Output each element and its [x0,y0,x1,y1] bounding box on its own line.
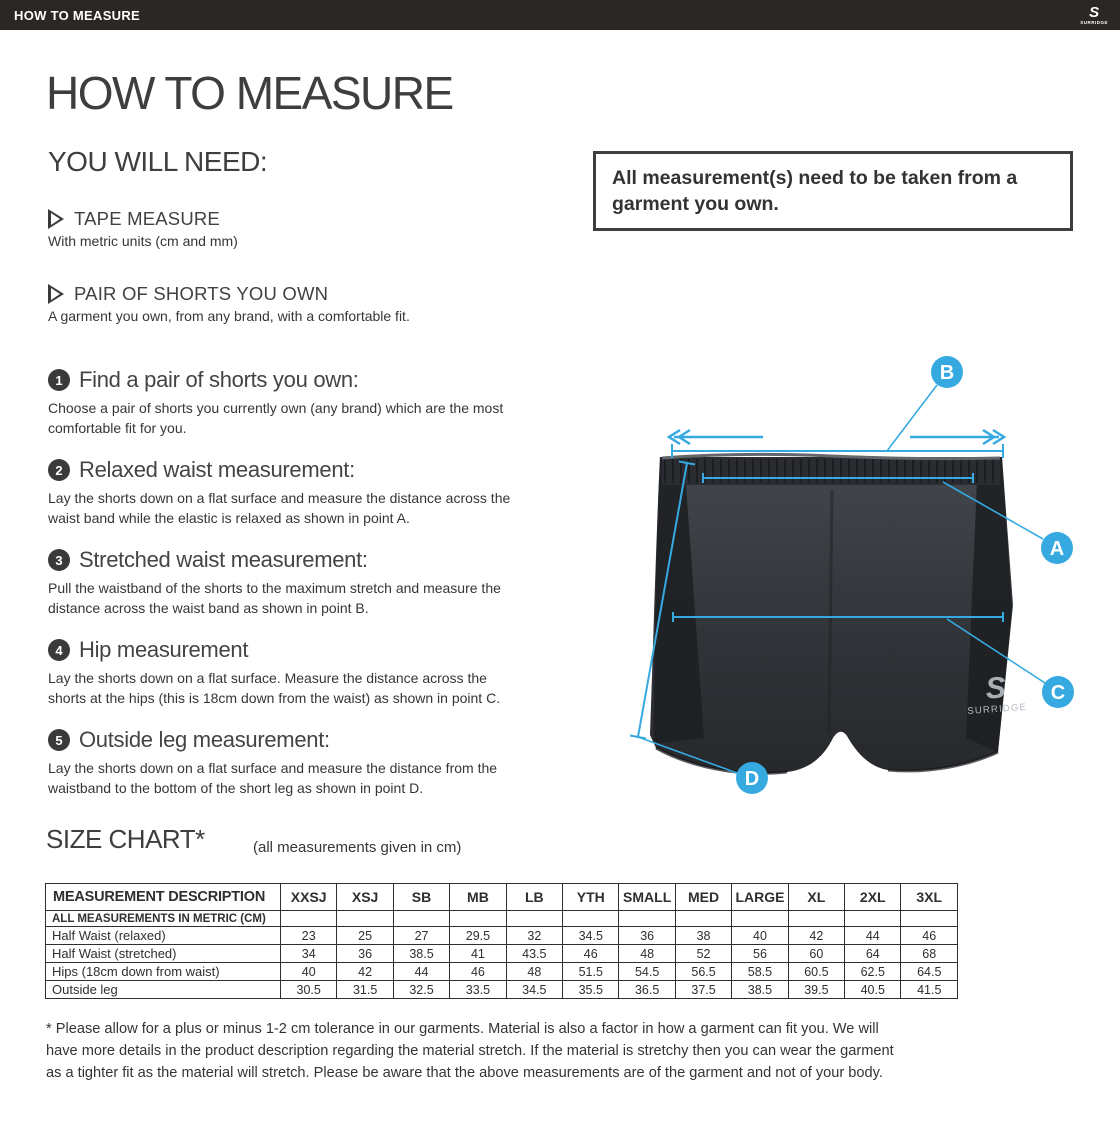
table-row [46,927,958,945]
cell: 39.5 [788,981,844,999]
header-cell: SB [393,884,449,911]
page-title: HOW TO MEASURE [46,67,453,119]
header-cell: YTH [563,884,619,911]
cell: 29.5 [450,927,506,945]
cell [788,911,844,927]
cell [393,911,449,927]
cell [901,911,958,927]
cell [732,911,788,927]
header-cell: LARGE [732,884,788,911]
cell: 35.5 [563,981,619,999]
cell: 56 [732,945,788,963]
cell: 56.5 [675,963,731,981]
cell: 42 [788,927,844,945]
badge-letter-a: A [1049,538,1065,560]
callout-box: All measurement(s) need to be taken from a garment you own. [593,151,1073,231]
step-title: Stretched waist measurement: [79,547,368,572]
table-row [46,981,958,999]
step-description: Lay the shorts down on a flat surface and measure the distance from the waistband to the bottom of the short leg as shown in point D. [48,760,498,796]
header-cell: MED [675,884,731,911]
cell: 51.5 [563,963,619,981]
point-badge-a [1041,532,1073,564]
step-title: Hip measurement [79,637,249,662]
cell: 60 [788,945,844,963]
step-number-badge: 5 [48,729,70,751]
step-description: Lay the shorts down on a flat surface and measure the distance across the waist band while the elastic is relaxed as shown in point A. [48,490,511,526]
cell: 27 [393,927,449,945]
step-1 [48,367,520,438]
cell: 44 [393,963,449,981]
badge-letter-d: D [744,768,760,790]
garment-emblem-icon: S [984,671,1007,706]
step-description: Pull the waistband of the shorts to the maximum stretch and measure the distance across the waist band as shown in point B. [48,580,501,616]
step-4 [48,637,520,708]
size-chart-subheading: (all measurements given in cm) [253,839,462,856]
size-chart-heading: SIZE CHART* [46,824,205,854]
top-bar-title: HOW TO MEASURE [14,7,141,23]
cell [563,911,619,927]
need-item-subtitle: A garment you own, from any brand, with a comfortable fit. [48,308,410,324]
table-row [46,945,958,963]
cell: 33.5 [450,981,506,999]
cell: 40.5 [845,981,901,999]
cell: 48 [506,963,562,981]
row-label: Half Waist (stretched) [46,945,281,963]
surridge-wordmark: SURRIDGE [1080,19,1108,25]
cell: 34 [281,945,337,963]
cell: 68 [901,945,958,963]
cell: 41 [450,945,506,963]
tolerance-footnote: * Please allow for a plus or minus 1-2 cm tolerance in our garments. Material is also a factor in how a garment can fit you. We will have more details in the product description regarding the material stretch. If the material is stretchy then you can wear the garment as a tighter fit as the material will stretch. Please be aware that the above measurements are of the garment and not of your body. [46,1021,894,1081]
step-title: Relaxed waist measurement: [79,457,355,482]
step-title: Outside leg measurement: [79,727,330,752]
point-badge-d [736,762,768,794]
cell: 38 [675,927,731,945]
metric-note-row [46,911,958,927]
cell: 64 [845,945,901,963]
point-badge-b [931,356,963,388]
cell: 30.5 [281,981,337,999]
shorts-diagram-svg [620,340,1110,805]
you-will-need-heading: YOU WILL NEED: [48,146,268,177]
header-cell: 2XL [845,884,901,911]
cell [337,911,393,927]
need-item-tape-measure [48,208,238,249]
cell: 54.5 [619,963,675,981]
cell [619,911,675,927]
badge-letter-b: B [939,362,955,384]
cell: 25 [337,927,393,945]
step-2 [48,457,520,528]
cell: 38.5 [732,981,788,999]
step-title: Find a pair of shorts you own: [79,367,359,392]
cell: 31.5 [337,981,393,999]
row-label: Half Waist (relaxed) [46,927,281,945]
cell: 64.5 [901,963,958,981]
row-label: Outside leg [46,981,281,999]
cell: 52 [675,945,731,963]
cell: 43.5 [506,945,562,963]
step-number-badge: 3 [48,549,70,571]
need-item-title: TAPE MEASURE [74,208,220,229]
cell: 36 [619,927,675,945]
cell: 36.5 [619,981,675,999]
cell [281,911,337,927]
cell: 36 [337,945,393,963]
need-item-title: PAIR OF SHORTS YOU OWN [74,283,329,304]
table-row [46,963,958,981]
badge-letter-c: C [1050,682,1066,704]
step-3 [48,547,520,618]
garment-wordmark: SURRIDGE [967,701,1028,717]
step-description: Lay the shorts down on a flat surface. Measure the distance across the shorts at the hips (this is 18cm down from the waist) as shown in point C. [48,670,501,706]
cell: 46 [450,963,506,981]
size-chart-table [45,883,958,999]
cell [845,911,901,927]
shorts-measurement-diagram [620,340,1110,805]
cell: ALL MEASUREMENTS IN METRIC (CM) [46,911,281,927]
cell: 34.5 [506,981,562,999]
header-cell: XL [788,884,844,911]
cell: 34.5 [563,927,619,945]
step-number-badge: 4 [48,639,70,661]
point-badge-c [1042,676,1074,708]
cell: 38.5 [393,945,449,963]
header-row [46,884,958,911]
triangle-bullet-icon [48,209,64,229]
cell: 42 [337,963,393,981]
need-item-subtitle: With metric units (cm and mm) [48,233,238,249]
cell: 37.5 [675,981,731,999]
shorts-photo [650,454,1027,773]
step-number-badge: 1 [48,369,70,391]
surridge-emblem-icon: S [1089,3,1100,21]
top-bar [0,0,1120,30]
step-number-badge: 2 [48,459,70,481]
cell [450,911,506,927]
cell: 60.5 [788,963,844,981]
header-cell: XXSJ [281,884,337,911]
triangle-bullet-icon [48,284,64,304]
stretch-arrows-icon [669,430,1004,444]
cell [506,911,562,927]
header-cell: 3XL [901,884,958,911]
header-cell: MB [450,884,506,911]
cell [675,911,731,927]
cell: 46 [901,927,958,945]
cell: 44 [845,927,901,945]
cell: 40 [732,927,788,945]
header-cell: XSJ [337,884,393,911]
cell: 40 [281,963,337,981]
cell: 32.5 [393,981,449,999]
cell: 58.5 [732,963,788,981]
cell: 48 [619,945,675,963]
step-5 [48,727,520,798]
cell: 23 [281,927,337,945]
measure-line-b [672,385,1003,458]
header-cell: MEASUREMENT DESCRIPTION [46,884,281,911]
cell: 32 [506,927,562,945]
cell: 46 [563,945,619,963]
row-label: Hips (18cm down from waist) [46,963,281,981]
need-item-shorts [48,283,410,324]
step-description: Choose a pair of shorts you currently own (any brand) which are the most comfortable fit for you. [48,400,504,436]
header-cell: LB [506,884,562,911]
cell: 41.5 [901,981,958,999]
surridge-logo-icon [1080,5,1108,26]
header-cell: SMALL [619,884,675,911]
cell: 62.5 [845,963,901,981]
